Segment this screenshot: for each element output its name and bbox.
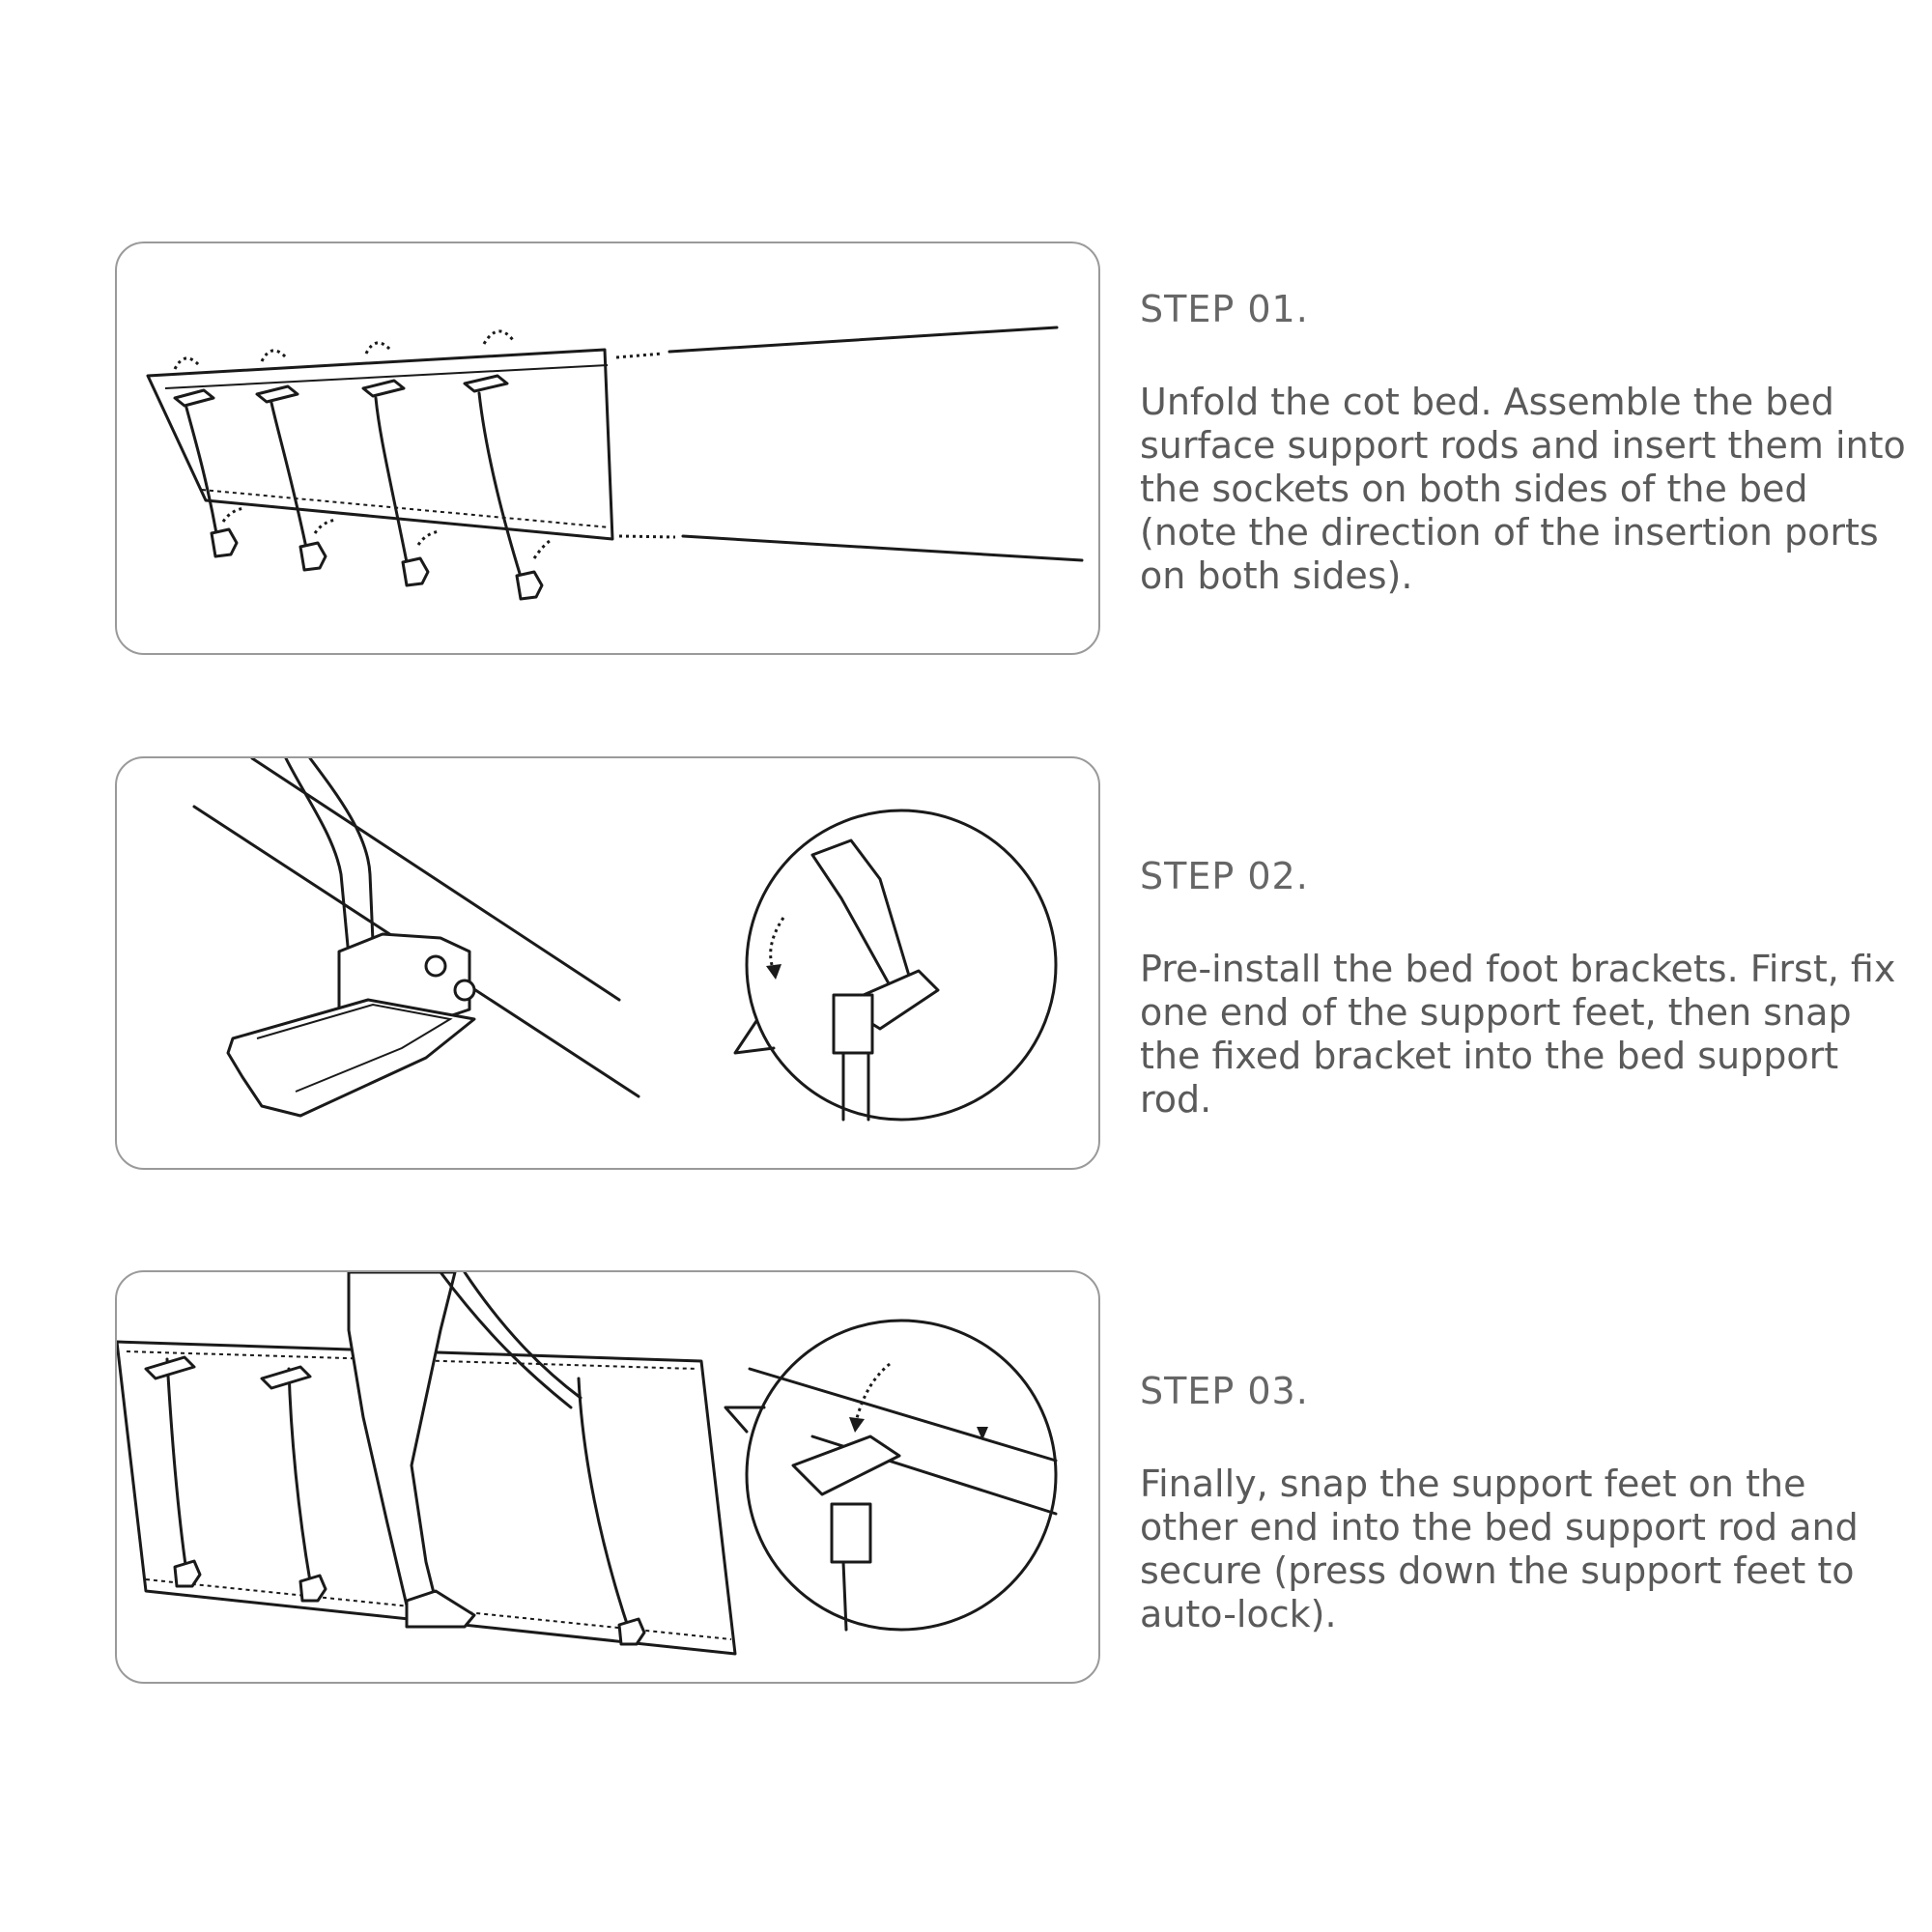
step-02-description: Pre-install the bed foot brackets. First, fix one end of the support feet, then snap the fixed bracket into the bed support rod. — [1140, 948, 1896, 1121]
step-02-title: STEP 02. — [1140, 855, 1309, 897]
step-03-illustration-panel — [115, 1270, 1100, 1684]
cot-frame-illustration — [117, 243, 1098, 653]
step-02-illustration-panel — [115, 756, 1100, 1170]
step-01-illustration-panel — [115, 242, 1100, 655]
step-03-description: Finally, snap the support feet on the other end into the bed support rod and secure (press down the support feet to auto-lock). — [1140, 1463, 1859, 1635]
step-03-title: STEP 03. — [1140, 1370, 1309, 1412]
step-03 — [1140, 1370, 1913, 1636]
step-01-title: STEP 01. — [1140, 288, 1309, 330]
step-01-description: Unfold the cot bed. Assemble the bed surface support rods and insert them into the sockets on both sides of the bed (note the direction of the insertion ports on both sides). — [1140, 381, 1906, 597]
step-01 — [1140, 288, 1913, 598]
person-snapping-feet-illustration — [117, 1272, 1098, 1682]
step-02 — [1140, 855, 1913, 1122]
bed-foot-bracket-illustration — [117, 758, 1098, 1168]
